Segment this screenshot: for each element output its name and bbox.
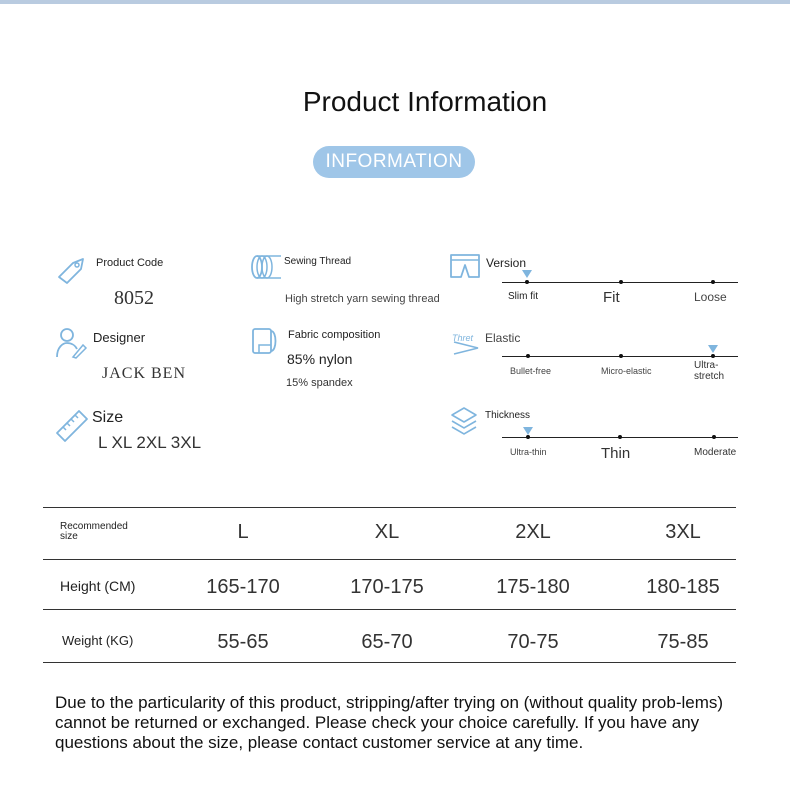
version-option-loose: Loose	[694, 290, 727, 304]
thickness-option-ultra-thin: Ultra-thin	[510, 447, 547, 457]
version-dot-slim	[525, 280, 529, 284]
table-row-label-weight: Weight (KG)	[62, 633, 134, 648]
table-cell: 55-65	[217, 631, 269, 653]
table-rule-bottom	[43, 662, 736, 663]
table-cell: 175-180	[496, 576, 570, 598]
fabric-roll-icon	[251, 327, 279, 355]
table-rule-top	[43, 507, 736, 508]
version-dot-fit	[619, 280, 623, 284]
size-label: Size	[92, 409, 124, 426]
table-cell: 75-85	[657, 631, 709, 653]
top-accent-bar	[0, 0, 790, 4]
return-policy-notice: Due to the particularity of this product, stripping/after trying on (without quality prob-lems) cannot be returned or exchanged. Please check your choice carefully. If you have any questions about the size, please contact customer service at any time.	[55, 693, 724, 752]
elastic-dot-ultra	[711, 354, 715, 358]
version-option-fit: Fit	[603, 289, 620, 306]
sewing-thread-value: High stretch yarn sewing thread	[285, 293, 440, 305]
thickness-label: Thickness	[485, 410, 531, 421]
table-header-size: L	[237, 521, 249, 543]
table-header-size: 2XL	[515, 521, 551, 543]
size-value: L XL 2XL 3XL	[98, 433, 202, 452]
table-rule-2	[43, 609, 736, 610]
layers-icon	[450, 406, 478, 436]
thickness-option-moderate: Moderate	[694, 447, 737, 458]
thickness-dot-ultra-thin	[526, 435, 530, 439]
thread-spool-icon	[251, 254, 285, 280]
table-cell: 170-175	[350, 576, 424, 598]
stretch-icon	[452, 340, 480, 356]
elastic-icon-text: Thret	[452, 333, 474, 343]
thickness-selected-marker	[523, 427, 533, 435]
version-option-slim: Slim fit	[508, 291, 538, 302]
designer-icon	[55, 327, 87, 359]
product-code-value: 8052	[114, 287, 154, 309]
elastic-option-ultra: Ultra- stretch	[694, 360, 725, 382]
information-badge: INFORMATION	[313, 146, 475, 178]
fabric-value-spandex: 15% spandex	[286, 377, 353, 389]
thickness-dot-moderate	[712, 435, 716, 439]
table-header-size: XL	[374, 521, 400, 543]
version-selected-marker	[522, 270, 532, 278]
table-cell: 65-70	[361, 631, 413, 653]
elastic-label: Elastic	[485, 331, 521, 345]
page-title: Product Information	[302, 86, 548, 117]
tag-icon	[55, 255, 87, 287]
elastic-option-bullet-free: Bullet-free	[510, 366, 552, 376]
elastic-dot-bullet-free	[526, 354, 530, 358]
table-row-label-height: Height (CM)	[60, 578, 136, 594]
ruler-icon	[55, 407, 89, 441]
designer-value: JACK BEN	[102, 365, 187, 382]
sewing-thread-label: Sewing Thread	[284, 256, 352, 267]
fabric-label: Fabric composition	[288, 329, 381, 341]
thickness-option-thin: Thin	[601, 445, 631, 462]
elastic-option-micro: Micro-elastic	[601, 366, 652, 376]
table-cell: 70-75	[507, 631, 559, 653]
elastic-selected-marker	[708, 345, 718, 353]
thickness-dot-thin	[618, 435, 622, 439]
fabric-value-nylon: 85% nylon	[287, 351, 353, 367]
table-rule-1	[43, 559, 736, 560]
version-dot-loose	[711, 280, 715, 284]
designer-label: Designer	[93, 330, 146, 345]
product-code-label: Product Code	[96, 257, 164, 269]
table-header-label: Recommended size	[60, 521, 128, 542]
elastic-dot-micro	[619, 354, 623, 358]
table-cell: 180-185	[646, 576, 720, 598]
table-header-size: 3XL	[665, 521, 701, 543]
briefs-icon	[449, 253, 481, 279]
version-label: Version	[486, 256, 527, 270]
table-cell: 165-170	[206, 576, 280, 598]
